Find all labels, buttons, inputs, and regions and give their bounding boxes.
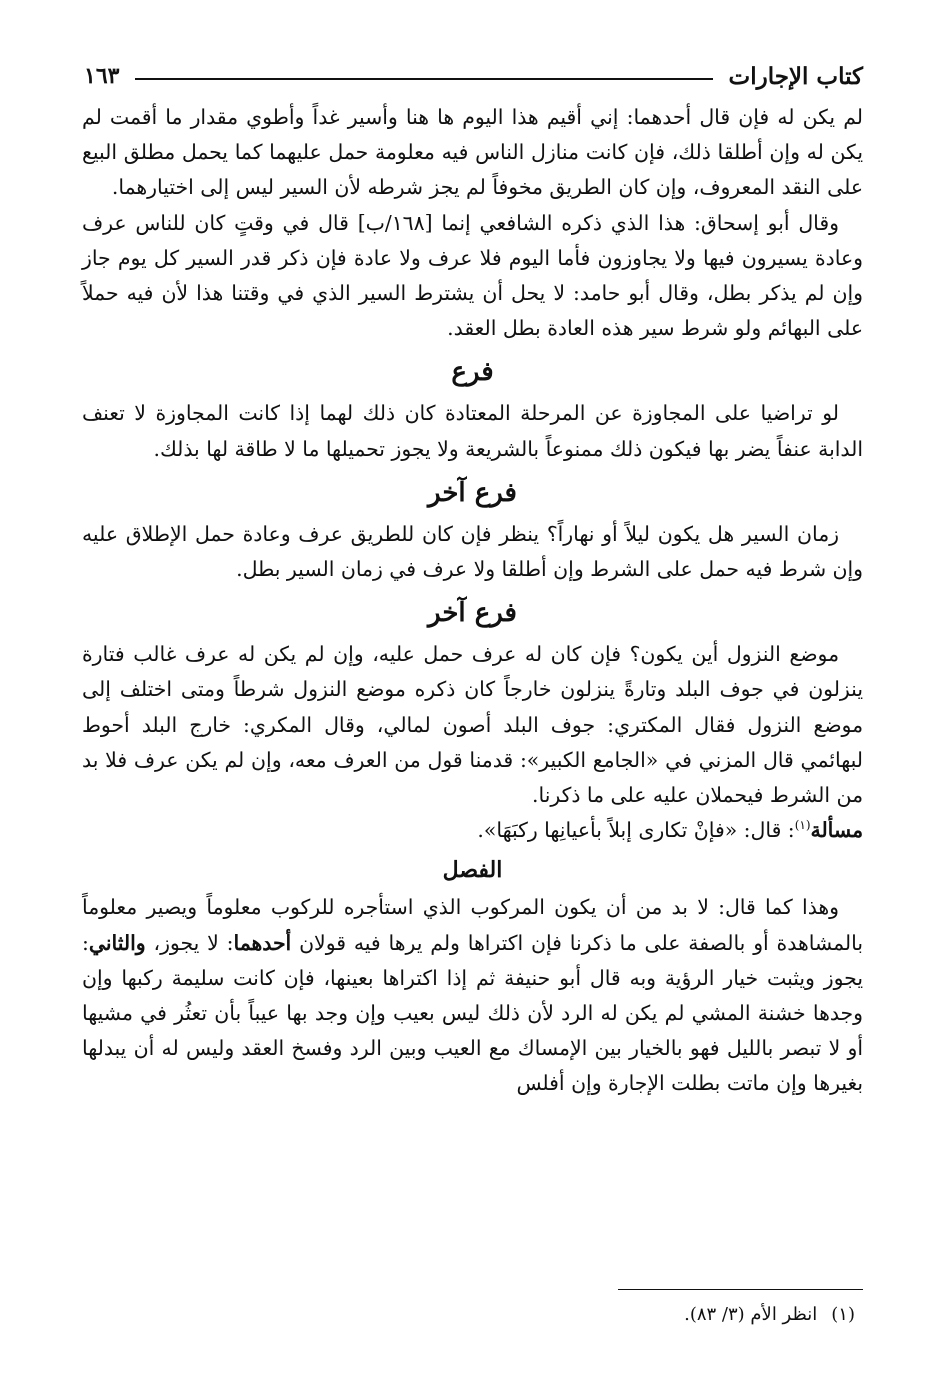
footnote-number: (١) xyxy=(831,1304,855,1325)
book-title: كتاب الإجارات xyxy=(728,62,863,90)
section-heading-far-akhar-1: فرع آخر xyxy=(428,477,517,508)
paragraph-7 xyxy=(82,890,863,1101)
section-heading-far: فرع xyxy=(451,357,494,388)
p7-part-a: وهذا كما قال: لا بد من أن يكون المركوب الذي استأجره للركوب معلوماً ويصير معلوماً بالمشاهدة أو بالصفة على ما ذكرنا فإن اكتراها ولم يرها فيه قولان xyxy=(82,895,863,955)
p7-bold-ahaduhuma: أحدهما xyxy=(233,930,292,955)
footnote xyxy=(684,1302,855,1328)
paragraph-5: موضع النزول أين يكون؟ فإن كان له عرف حمل عليه، وإن لم يكن له عرف غالب فتارة ينزلون في جوف البلد وتارةً ينزلون خارجاً كان ذكره موضع النزول شرطاً ومتى اختلف إلى موضع النزول فقال المكتري: جوف البلد أصون لمالي، وقال المكري: خارج البلد أحوط لبهائمي قال المزني في «الجامع الكبير»: قدمنا قول من العرف معه، وإن لم يكن عرف فلا بد من الشرط فيحملان عليه على ما ذكرنا. xyxy=(82,642,863,808)
paragraph-2: وقال أبو إسحاق: هذا الذي ذكره الشافعي إنما [١٦٨/ب] قال في وقتٍ كان للناس عرف وعادة يسيرون فيها ولا يجاوزون فأما اليوم فلا عرف ولا عادة فإن ذكر قدر السير كل يوم جاز وإن لم يذكر بطل، وقال أبو حامد: لا يحل أن يشترط السير الذي في وقتنا هذا لأن فيه حملاً على البهائم ولو شرط سير هذه العادة بطل العقد. xyxy=(82,210,863,341)
paragraph-3: لو تراضيا على المجاوزة عن المرحلة المعتادة كان ذلك لهما إذا كانت المجاوزة لا تعنف الدابة عنفاً يضر بها فيكون ذلك ممنوعاً بالشريعة ولا يجوز تحميلها ما لا طاقة لها بذلك. xyxy=(82,401,863,461)
paragraph-4: زمان السير هل يكون ليلاً أو نهاراً؟ ينظر فإن كان للطريق عرف وعادة حمل الإطلاق عليه وإن شرط فيه حمل على الشرط وإن أطلقا ولا عرف في زمان السير بطل. xyxy=(82,521,863,582)
footnote-rule xyxy=(618,1289,863,1290)
masala-label: مسألة xyxy=(810,818,863,843)
section-heading-far-akhar-2: فرع آخر xyxy=(428,598,517,629)
page-number: ١٦٣ xyxy=(84,63,120,89)
masala-text: : قال: «فإنْ تكارى إبلاً بأعيانِها ركبَهَا». xyxy=(477,818,795,843)
paragraph-1: لم يكن له فإن قال أحدهما: إني أقيم هذا اليوم ها هنا وأسير غداً وأطوي مقدار ما أقمت لم يكن له وإن أطلقا ذلك، فإن كانت منازل الناس فيه معلومة حمل عليهما كما يحمل مطلق البيع على النقد المعروف، وإن كان الطريق مخوفاً لم يجز شرطه لأن السير ليس إلى اختيارهما. xyxy=(82,105,863,200)
running-header xyxy=(84,58,863,94)
footnote-marker: (١) xyxy=(794,818,811,833)
section-heading-fasl: الفصل xyxy=(442,857,503,884)
p7-bold-thani: والثاني xyxy=(88,930,146,955)
header-rule xyxy=(135,78,712,80)
masala-line xyxy=(82,813,863,848)
p7-part-d: : يجوز ويثبت خيار الرؤية وبه قال أبو حنيفة ثم إذا اكتراها بعينها، فإن كانت سليمة ركبها وإن وجدها خشنة المشي لم يكن له الرد لأن ذلك ليس بعيب وإن وجد بها عيباً بأن تعثُر في مشيها أو لا تبصر بالليل فهو بالخيار بين الإمساك مع العيب وبين الرد وفسخ العقد وليس له أن يبدلها بغيرها وإن ماتت بطلت الإجارة وإن أفلس xyxy=(82,930,863,1096)
footnote-text: انظر الأم (٣/ ٨٣). xyxy=(684,1304,818,1325)
p7-part-c: : لا يجوز، xyxy=(145,930,234,955)
body-text xyxy=(82,100,863,1102)
